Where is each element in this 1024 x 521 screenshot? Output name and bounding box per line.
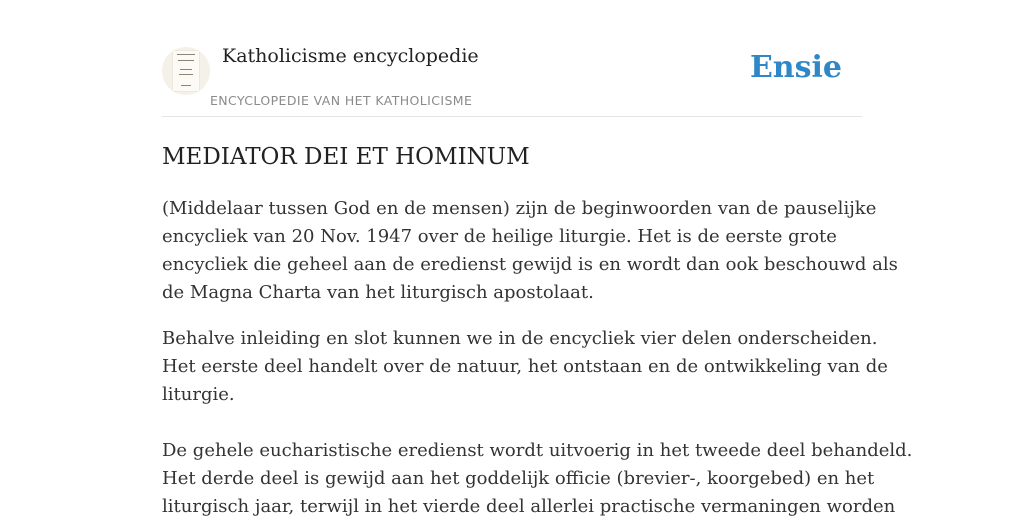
paragraph-line: Het derde deel is gewijd aan het goddelijk officie (brevier-, koorgebed) en het [162, 468, 875, 489]
ensie-logo-link[interactable]: Ensie [749, 50, 842, 85]
book-cover [173, 51, 199, 91]
paragraph-line: Behalve inleiding en slot kunnen we in de encycliek vier delen onderscheiden. [162, 328, 878, 349]
paragraph-line: liturgie. [162, 384, 235, 405]
cover-line [180, 69, 192, 70]
article-title: MEDIATOR DEI ET HOMINUM [162, 144, 530, 170]
site-subtitle: ENCYCLOPEDIE VAN HET KATHOLICISME [210, 93, 473, 108]
cover-line [177, 54, 195, 55]
cover-line [179, 74, 193, 75]
paragraph-line: encycliek van 20 Nov. 1947 over de heilige liturgie. Het is de eerste grote [162, 226, 837, 247]
paragraph-line: de Magna Charta van het liturgisch apostolaat. [162, 282, 594, 303]
paragraph-line: liturgisch jaar, terwijl in het vierde deel allerlei practische vermaningen worden [162, 496, 896, 517]
article-paragraph [162, 325, 888, 409]
paragraph-line: De gehele eucharistische eredienst wordt uitvoerig in het tweede deel behandeld. [162, 440, 913, 461]
article-paragraph [162, 195, 898, 307]
article-paragraph [162, 437, 913, 521]
encyclopedia-cover-icon[interactable] [162, 47, 210, 95]
site-header [162, 0, 862, 117]
paragraph-line: Het eerste deel handelt over de natuur, het ontstaan en de ontwikkeling van de [162, 356, 888, 377]
cover-line [178, 60, 194, 61]
site-title[interactable]: Katholicisme encyclopedie [222, 45, 479, 67]
page [162, 0, 913, 521]
paragraph-line: (Middelaar tussen God en de mensen) zijn de beginwoorden van de pauselijke [162, 198, 877, 219]
cover-line [181, 85, 191, 86]
paragraph-line: encycliek die geheel aan de eredienst gewijd is en wordt dan ook beschouwd als [162, 254, 898, 275]
